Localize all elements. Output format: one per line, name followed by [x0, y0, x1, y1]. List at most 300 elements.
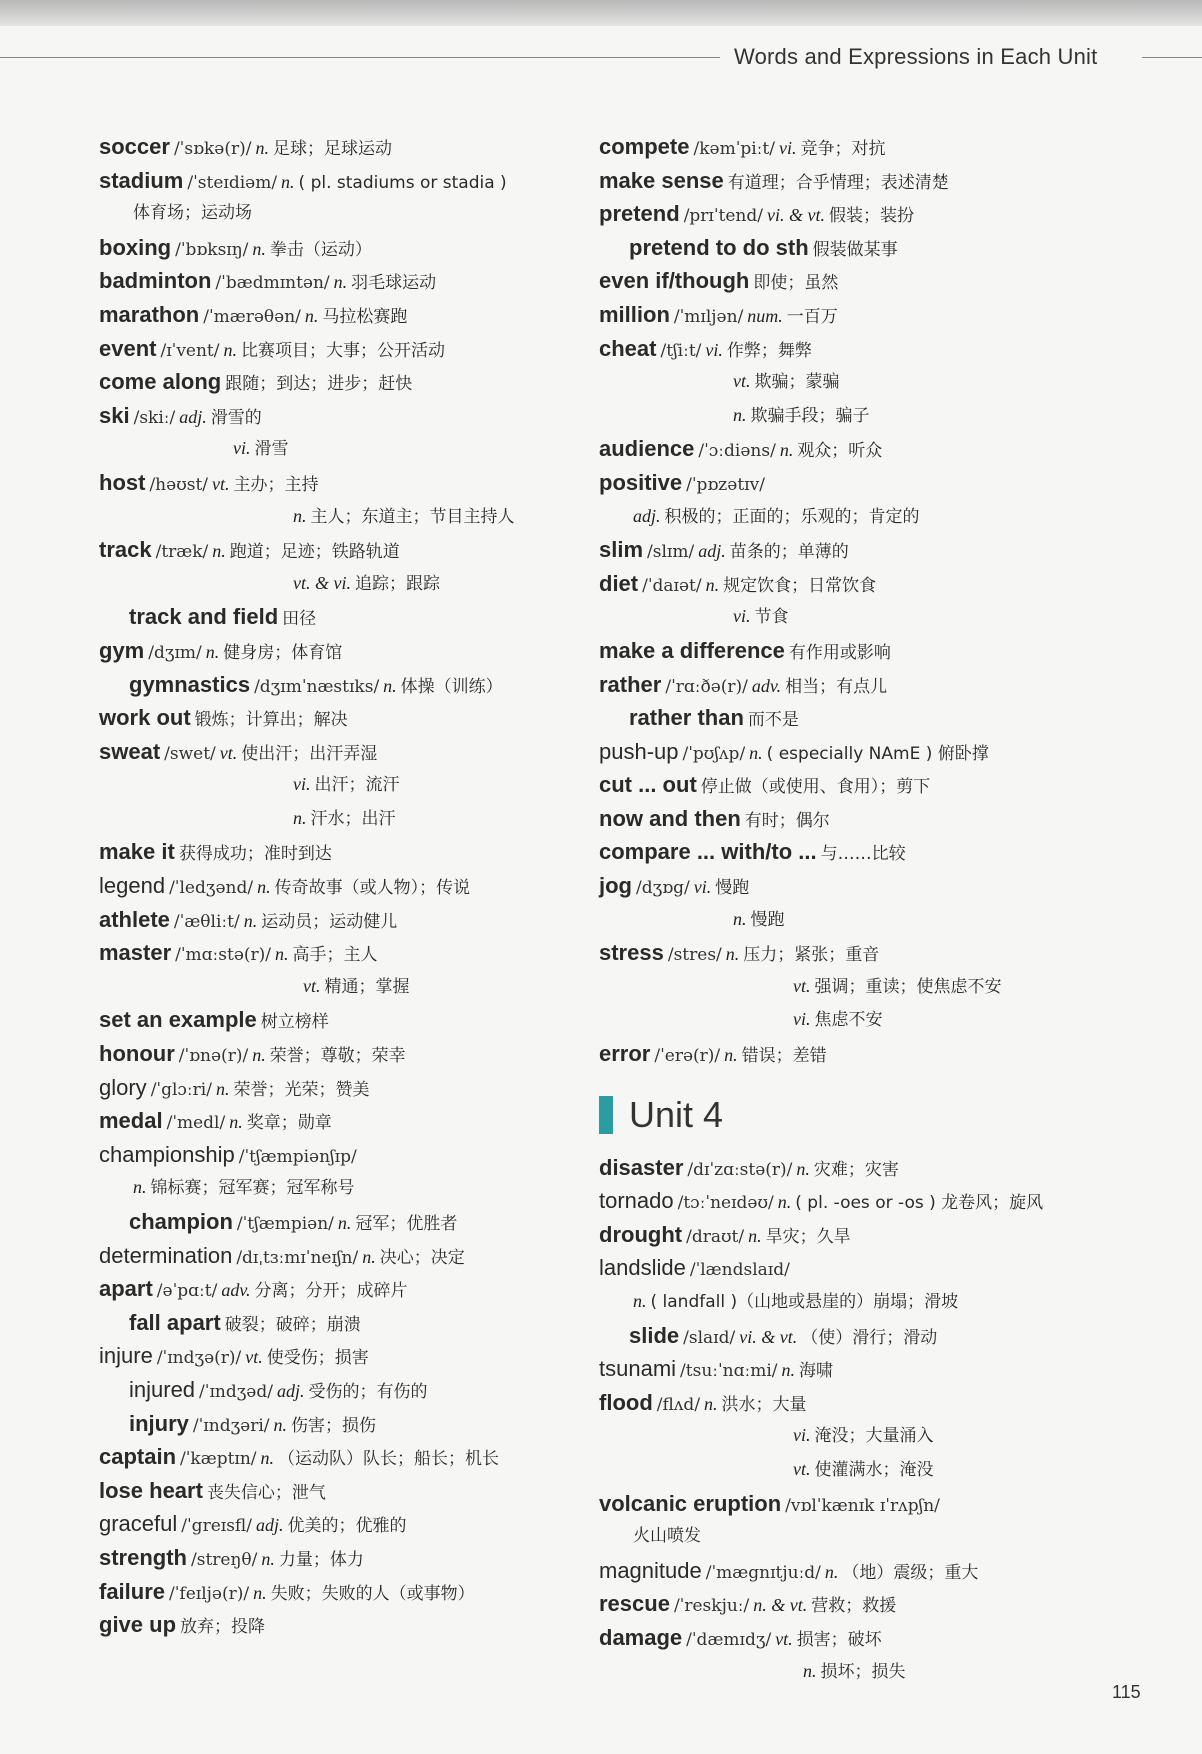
vocab-definition: 损坏；损失 — [820, 1661, 906, 1682]
vocab-definition: （使）滑行；滑动 — [801, 1327, 938, 1348]
vocab-word: tornado — [599, 1188, 674, 1214]
vocab-phonetic: /ˈpʊʃʌp/ — [682, 743, 746, 764]
vocab-entry-continuation — [599, 1285, 1099, 1319]
vocab-definition: 比赛项目；大事；公开活动 — [241, 340, 445, 361]
vocab-word: badminton — [99, 268, 212, 294]
vocab-part-of-speech: vi. — [793, 1009, 811, 1030]
vocab-entry — [99, 264, 599, 298]
vocab-phonetic: /ˈfeɪljə(r)/ — [169, 1583, 250, 1604]
vocab-phonetic: /skiː/ — [133, 407, 176, 428]
vocab-phonetic: /tʃiːt/ — [660, 340, 702, 361]
vocab-part-of-speech: n. — [724, 1045, 738, 1066]
vocab-definition: 伤害；损伤 — [291, 1415, 377, 1436]
vocab-definition: 荣誉；光荣；赞美 — [233, 1079, 370, 1100]
vocab-part-of-speech: n. — [205, 641, 220, 662]
vocab-word: legend — [99, 873, 166, 899]
vocab-definition: 损害；破坏 — [796, 1629, 882, 1650]
vocab-part-of-speech: vt. — [219, 742, 238, 763]
vocab-definition: 追踪；跟踪 — [354, 573, 440, 594]
vocab-entry — [599, 768, 1099, 802]
vocab-word: now and then — [599, 805, 741, 831]
vocab-definition: 慢跑 — [750, 909, 785, 930]
vocab-definition: 主办；主持 — [233, 474, 319, 495]
vocab-entry-continuation — [99, 802, 599, 836]
vocab-part-of-speech: adj. — [179, 406, 207, 427]
vocab-definition: 奖章；勋章 — [246, 1113, 332, 1134]
vocab-word: soccer — [99, 134, 170, 159]
vocab-entry-continuation — [599, 500, 1099, 534]
vocab-word: set an example — [99, 1007, 257, 1033]
vocab-definition: 使受伤；损害 — [266, 1348, 369, 1369]
vocab-entry — [99, 1138, 599, 1172]
vocab-part-of-speech: n. — [261, 1548, 275, 1569]
vocab-entry — [99, 365, 599, 399]
vocab-entry-continuation — [599, 903, 1099, 937]
vocab-phonetic: /slaɪd/ — [683, 1327, 736, 1348]
vocab-entry — [99, 1239, 599, 1273]
vocab-word: gym — [99, 637, 145, 663]
vocab-part-of-speech: n. — [796, 1158, 810, 1179]
vocab-entry — [99, 1071, 599, 1105]
vocab-word: slim — [599, 537, 644, 563]
vocab-phonetic: /ˈlændslaɪd/ — [689, 1260, 790, 1281]
vocab-entry — [599, 802, 1099, 836]
vocab-entry — [99, 533, 599, 567]
vocab-definition: 拳击（运动） — [269, 239, 372, 260]
vocab-word: marathon — [99, 301, 200, 327]
vocab-entry — [599, 533, 1099, 567]
vocab-entry — [99, 1003, 599, 1037]
vocab-phonetic: /həʊst/ — [149, 474, 209, 495]
vocab-definition: 慢跑 — [715, 878, 750, 899]
vocab-word: graceful — [99, 1511, 178, 1537]
vocab-definition: 火山喷发 — [633, 1526, 701, 1547]
vocab-definition: 使灌满水；淹没 — [814, 1459, 934, 1480]
vocab-part-of-speech: n. — [252, 1045, 266, 1066]
vocab-definition: ( pl. stadiums or stadia ) — [298, 172, 507, 193]
vocab-phonetic: /dʒɪm/ — [148, 642, 202, 663]
vocab-word: injured — [129, 1376, 196, 1402]
vocab-phonetic: /ˈpɒzətɪv/ — [686, 474, 765, 495]
vocab-definition: 规定饮食；日常饮食 — [723, 575, 877, 596]
vocab-word: medal — [99, 1108, 163, 1134]
vocab-part-of-speech: vi. & vt. — [767, 205, 825, 226]
unit-heading-text: Unit 4 — [629, 1093, 724, 1135]
vocab-part-of-speech: n. — [824, 1561, 839, 1582]
vocab-phonetic: /ˈdaɪət/ — [642, 575, 702, 596]
vocab-definition: 积极的；正面的；乐观的；肯定的 — [664, 506, 920, 527]
vocab-word: failure — [99, 1578, 166, 1604]
vocab-entry — [99, 668, 599, 702]
vocab-word: sweat — [99, 738, 161, 764]
vocab-entry — [599, 1487, 1099, 1521]
vocab-entry — [99, 1541, 599, 1575]
vocab-word: determination — [99, 1242, 233, 1268]
vocab-definition: 欺骗手段；骗子 — [750, 405, 870, 426]
vocab-part-of-speech: vt. — [303, 975, 321, 996]
vocab-entry — [599, 567, 1099, 601]
vocab-part-of-speech: vi. — [293, 774, 311, 795]
vocab-word: rescue — [599, 1591, 670, 1617]
vocab-definition: 压力；紧张；重音 — [743, 945, 880, 966]
vocab-entry-continuation — [599, 1655, 1099, 1689]
vocab-entry-continuation — [99, 768, 599, 802]
vocab-part-of-speech: n. — [212, 541, 226, 562]
vocab-definition: （地）震级；重大 — [842, 1562, 979, 1583]
vocab-part-of-speech: num. — [747, 305, 783, 326]
vocab-phonetic: /ˈmɑːstə(r)/ — [175, 945, 272, 966]
vocab-entry — [599, 1218, 1099, 1252]
vocab-entry — [99, 466, 599, 500]
vocab-definition: 决心；决定 — [379, 1247, 465, 1268]
vocab-part-of-speech: vi. & vt. — [739, 1326, 798, 1347]
vocab-part-of-speech: n. — [633, 1291, 647, 1311]
vocab-definition: 跟随；到达；进步；赶快 — [225, 374, 413, 395]
vocab-entry — [599, 1151, 1099, 1185]
vocab-word: cut ... out — [599, 772, 697, 798]
vocab-entry — [99, 1507, 599, 1541]
vocab-entry — [599, 1386, 1099, 1420]
vocab-part-of-speech: vt. — [733, 371, 751, 392]
vocab-definition: 竞争；对抗 — [800, 139, 886, 159]
vocab-entry-continuation — [599, 1453, 1099, 1487]
vocab-definition: 营救；救援 — [811, 1596, 897, 1617]
vocab-word: champion — [129, 1209, 233, 1234]
vocab-definition: 一百万 — [786, 306, 838, 327]
vocab-definition: 足球；足球运动 — [272, 139, 392, 159]
vocab-entry-continuation — [99, 970, 599, 1004]
vocab-entry — [599, 936, 1099, 970]
vocab-entry — [599, 1251, 1099, 1285]
vocab-entry — [99, 1474, 599, 1508]
vocab-phonetic: /træk/ — [155, 542, 209, 563]
vocab-part-of-speech: n. — [253, 1582, 267, 1603]
vocab-part-of-speech: n. — [275, 944, 289, 965]
vocab-word: come along — [99, 369, 222, 395]
vocab-definition: 停止做（或使用、食用）；剪下 — [700, 777, 931, 798]
vocab-entry — [99, 1272, 599, 1306]
vocab-entry — [99, 1373, 599, 1407]
vocab-phonetic: /ɪˈvent/ — [160, 340, 220, 361]
vocab-part-of-speech: n. — [779, 440, 794, 461]
vocab-entry — [599, 1554, 1099, 1588]
vocab-phonetic: /swet/ — [164, 743, 216, 764]
vocab-definition: 荣誉；尊敬；荣幸 — [269, 1046, 406, 1067]
vocab-entry — [599, 1037, 1099, 1071]
vocab-definition: ( especially NAmE ) 俯卧撑 — [766, 743, 989, 764]
vocab-part-of-speech: n. — [229, 1112, 243, 1133]
vocab-entry — [599, 130, 1099, 164]
vocab-word: captain — [99, 1444, 177, 1470]
vocab-entry-continuation — [599, 600, 1099, 634]
vocab-entry — [99, 735, 599, 769]
vocab-word: boxing — [99, 234, 172, 260]
vocab-entry — [599, 835, 1099, 869]
vocab-phonetic: /kəmˈpiːt/ — [693, 139, 775, 159]
vocab-entry — [599, 1319, 1099, 1353]
vocab-word: pretend to do sth — [629, 234, 809, 260]
vocab-phonetic: /streŋθ/ — [191, 1549, 258, 1570]
vocab-entry — [599, 164, 1099, 198]
vocab-part-of-speech: vt. — [212, 473, 230, 494]
vocab-word: make it — [99, 839, 175, 865]
vocab-definition: 锻炼；计算出；解决 — [194, 710, 348, 731]
vocab-entry — [99, 936, 599, 970]
vocab-phonetic: /ˈɔːdiəns/ — [698, 441, 776, 462]
vocab-phonetic: /ˈɪndʒəri/ — [192, 1415, 270, 1436]
vocab-definition: 有时；偶尔 — [744, 810, 830, 831]
vocab-entry — [99, 298, 599, 332]
vocab-word: event — [99, 335, 157, 361]
vocab-part-of-speech: adj. — [633, 505, 661, 526]
vocab-entry — [599, 869, 1099, 903]
vocab-word: lose heart — [99, 1477, 203, 1503]
vocab-phonetic: /ˈreskjuː/ — [673, 1596, 750, 1617]
vocab-phonetic: /dʒɒg/ — [636, 878, 690, 899]
vocab-part-of-speech: n. — [223, 339, 237, 360]
vocab-entry — [99, 332, 599, 366]
unit-heading — [599, 1071, 1099, 1151]
vocab-part-of-speech: n. — [748, 1225, 762, 1246]
vocab-entry — [599, 231, 1099, 265]
vocab-phonetic: /ˈerə(r)/ — [654, 1046, 721, 1067]
vocab-phonetic: /slɪm/ — [647, 542, 695, 563]
vocab-entry — [99, 835, 599, 869]
vocab-entry — [99, 869, 599, 903]
vocab-entry — [599, 1184, 1099, 1218]
vocab-part-of-speech: adv. — [751, 675, 782, 696]
vocab-part-of-speech: vi. — [233, 438, 251, 459]
vocab-part-of-speech: n. — [362, 1246, 376, 1267]
vocab-part-of-speech: n. — [215, 1078, 230, 1099]
page-header-title: Words and Expressions in Each Unit — [734, 44, 1098, 69]
vocab-entry — [599, 1352, 1099, 1386]
vocab-definition: 焦虑不安 — [814, 1010, 883, 1031]
unit-heading-bar — [599, 1096, 613, 1134]
vocab-word: make a difference — [599, 637, 785, 663]
vocab-entry-continuation — [99, 197, 599, 231]
vocab-word: rather than — [629, 705, 744, 731]
vocab-definition: 传奇故事（或人物）；传说 — [274, 878, 471, 899]
vocab-definition: 运动员；运动健儿 — [261, 911, 398, 932]
vocab-definition: 假装做某事 — [812, 239, 898, 260]
vocab-entry — [599, 332, 1099, 366]
vocab-definition: 有作用或影响 — [788, 642, 891, 663]
vocab-phonetic: /ˈtʃæmpiənʃɪp/ — [238, 1146, 357, 1167]
vocab-entry — [599, 1587, 1099, 1621]
vocab-phonetic: /ˈbædmɪntən/ — [215, 273, 330, 294]
vocab-part-of-speech: n. — [733, 908, 747, 929]
vocab-word: pretend — [599, 201, 680, 227]
vocab-phonetic: /ˈmægnɪtjuːd/ — [705, 1562, 821, 1583]
vocab-word: flood — [599, 1389, 653, 1415]
vocab-definition: 分离；分开；成碎片 — [254, 1281, 408, 1302]
vocab-phonetic: /ˈtʃæmpiən/ — [236, 1214, 334, 1234]
vocab-word: glory — [99, 1074, 147, 1100]
vocab-word: give up — [99, 1612, 177, 1638]
vocab-part-of-speech: n. — [304, 305, 319, 326]
vocab-part-of-speech: n. — [133, 1177, 147, 1198]
vocab-part-of-speech: n. — [383, 675, 397, 696]
vocab-entry — [99, 399, 599, 433]
vocab-word: championship — [99, 1141, 235, 1167]
vocab-definition: 使出汗；出汗弄湿 — [241, 743, 378, 764]
vocab-word: gymnastics — [129, 671, 251, 697]
vocab-word: damage — [599, 1624, 683, 1650]
vocab-definition: 精通；掌握 — [324, 976, 410, 997]
scan-edge — [0, 0, 1202, 26]
right-column — [599, 130, 1099, 1688]
vocab-definition: 树立榜样 — [260, 1012, 329, 1033]
vocab-part-of-speech: n. — [704, 1393, 718, 1414]
vocab-phonetic: /dʒɪmˈnæstɪks/ — [254, 676, 380, 697]
vocab-phonetic: /ˈɪndʒəd/ — [199, 1381, 273, 1402]
vocab-definition: 锦标赛；冠军赛；冠军称号 — [150, 1178, 355, 1199]
vocab-definition: 有道理；合乎情理；表述清楚 — [727, 172, 949, 193]
vocab-entry — [99, 1339, 599, 1373]
vocab-word: disaster — [599, 1154, 684, 1180]
vocab-part-of-speech: adj. — [698, 541, 726, 562]
vocab-word: even if/though — [599, 268, 750, 294]
vocab-entry — [599, 197, 1099, 231]
vocab-word: audience — [599, 436, 695, 462]
vocab-word: stress — [599, 940, 664, 966]
vocab-phonetic: /draʊt/ — [686, 1226, 745, 1247]
vocab-definition: （运动队）队长；船长；机长 — [278, 1449, 500, 1470]
vocab-definition: 丧失信心；泄气 — [206, 1482, 326, 1503]
vocab-word: jog — [599, 873, 632, 899]
vocab-definition: 欺骗；蒙骗 — [754, 372, 840, 393]
vocab-phonetic: /ˈkæptɪn/ — [180, 1449, 257, 1470]
vocab-phonetic: /stres/ — [667, 945, 722, 966]
vocab-part-of-speech: vi. — [705, 339, 723, 360]
vocab-entry — [99, 164, 599, 198]
vocab-part-of-speech: vi. — [693, 877, 712, 898]
vocab-word: strength — [99, 1544, 187, 1570]
vocab-part-of-speech: n. — [333, 272, 348, 293]
vocab-word: compete — [599, 134, 690, 159]
header-rule-right — [1142, 57, 1202, 58]
vocab-definition: 错误；差错 — [741, 1046, 827, 1067]
vocab-word: tsunami — [599, 1356, 677, 1382]
vocab-entry-continuation — [599, 365, 1099, 399]
vocab-definition: 跑道；足迹；铁路轨道 — [229, 542, 400, 563]
vocab-phonetic: /ˈmedl/ — [166, 1113, 226, 1134]
vocab-definition: ( pl. -oes or -os ) 龙卷风；旋风 — [795, 1193, 1044, 1214]
vocab-phonetic: /ˈdæmɪdʒ/ — [686, 1629, 772, 1650]
vocab-part-of-speech: n. — [252, 238, 266, 259]
vocab-phonetic: /vɒlˈkænɪk ɪˈrʌpʃn/ — [785, 1495, 940, 1516]
vocab-part-of-speech: vi. — [733, 606, 751, 627]
vocab-part-of-speech: n. — [243, 910, 258, 931]
vocab-definition: 观众；听众 — [797, 441, 883, 462]
vocab-entry — [599, 264, 1099, 298]
vocab-entry-continuation — [99, 432, 599, 466]
vocab-phonetic: /prɪˈtend/ — [683, 206, 763, 227]
vocab-definition: 海啸 — [799, 1361, 834, 1382]
vocab-phonetic: /ˈglɔːri/ — [150, 1079, 212, 1100]
vocab-definition: 与……比较 — [820, 844, 906, 865]
vocab-word: landslide — [599, 1255, 686, 1281]
vocab-part-of-speech: n. — [803, 1660, 817, 1681]
vocab-word: volcanic eruption — [599, 1490, 782, 1516]
vocab-part-of-speech: n. — [337, 1213, 352, 1233]
vocab-definition: 体操（训练） — [400, 676, 503, 697]
vocab-definition: 获得成功；准时到达 — [178, 844, 332, 865]
vocab-entry — [99, 634, 599, 668]
vocab-definition: 灾难；灾害 — [813, 1159, 899, 1180]
vocab-part-of-speech: n. — [293, 505, 307, 526]
vocab-word: ski — [99, 402, 130, 428]
vocab-definition: 假装；装扮 — [828, 206, 914, 227]
vocab-definition: 出汗；流汗 — [314, 775, 400, 796]
vocab-word: injure — [99, 1343, 153, 1369]
vocab-definition: 高手；主人 — [292, 945, 378, 966]
vocab-phonetic: /ˈɪndʒə(r)/ — [156, 1348, 242, 1369]
vocab-entry — [99, 903, 599, 937]
vocab-phonetic: /ˈmærəθən/ — [203, 306, 301, 327]
vocab-phonetic: /ˈsɒkə(r)/ — [173, 139, 252, 159]
vocab-entry-continuation — [599, 1520, 1099, 1554]
vocab-definition: 马拉松赛跑 — [322, 306, 408, 327]
vocab-word: track — [99, 537, 152, 563]
vocab-entry — [599, 668, 1099, 702]
vocab-phonetic: /ˈmɪljən/ — [673, 306, 744, 327]
vocab-definition: 即使；虽然 — [753, 273, 839, 294]
vocab-definition: 节食 — [754, 607, 789, 628]
vocab-word: track and field — [129, 604, 279, 630]
vocab-part-of-speech: vt. & vi. — [293, 572, 351, 593]
vocab-part-of-speech: n. — [705, 574, 720, 595]
vocab-definition: 而不是 — [747, 710, 799, 731]
vocab-word: master — [99, 940, 172, 966]
vocab-definition: 滑雪的 — [210, 407, 262, 428]
vocab-entry — [599, 466, 1099, 500]
vocab-phonetic: /tɔːˈneɪdəʊ/ — [677, 1193, 774, 1214]
vocab-definition: 旱灾；久旱 — [765, 1226, 851, 1247]
vocab-definition: 羽毛球运动 — [351, 273, 437, 294]
vocab-definition: 优美的；优雅的 — [287, 1516, 407, 1537]
vocab-entry — [599, 634, 1099, 668]
vocab-entry-continuation — [599, 970, 1099, 1004]
vocab-entry-continuation — [599, 399, 1099, 433]
vocab-entry — [599, 1621, 1099, 1655]
vocab-definition: 强调；重读；使焦虑不安 — [814, 976, 1002, 997]
vocab-entry — [99, 1037, 599, 1071]
vocab-definition: 汗水；出汗 — [310, 808, 396, 829]
vocab-entry-continuation — [99, 500, 599, 534]
vocab-part-of-speech: vi. — [793, 1425, 811, 1446]
vocab-part-of-speech: n. — [293, 807, 307, 828]
vocab-entry-continuation — [99, 567, 599, 601]
vocab-word: million — [599, 301, 670, 327]
left-column — [99, 130, 599, 1642]
vocab-phonetic: /ˈɒnə(r)/ — [178, 1046, 249, 1067]
vocab-part-of-speech: n. — [281, 171, 295, 192]
vocab-entry — [99, 1205, 599, 1239]
vocab-definition: 洪水；大量 — [721, 1394, 807, 1415]
vocab-word: compare ... with/to ... — [599, 839, 817, 865]
vocab-part-of-speech: n. — [260, 1448, 275, 1469]
vocab-part-of-speech: adj. — [276, 1380, 305, 1401]
vocab-part-of-speech: n. — [781, 1360, 796, 1381]
vocab-entry — [99, 1306, 599, 1340]
vocab-entry — [599, 701, 1099, 735]
vocab-word: push-up — [599, 738, 679, 764]
vocab-phonetic: /ˈbɒksɪŋ/ — [175, 239, 249, 260]
vocab-word: work out — [99, 705, 191, 731]
vocab-word: apart — [99, 1276, 153, 1302]
